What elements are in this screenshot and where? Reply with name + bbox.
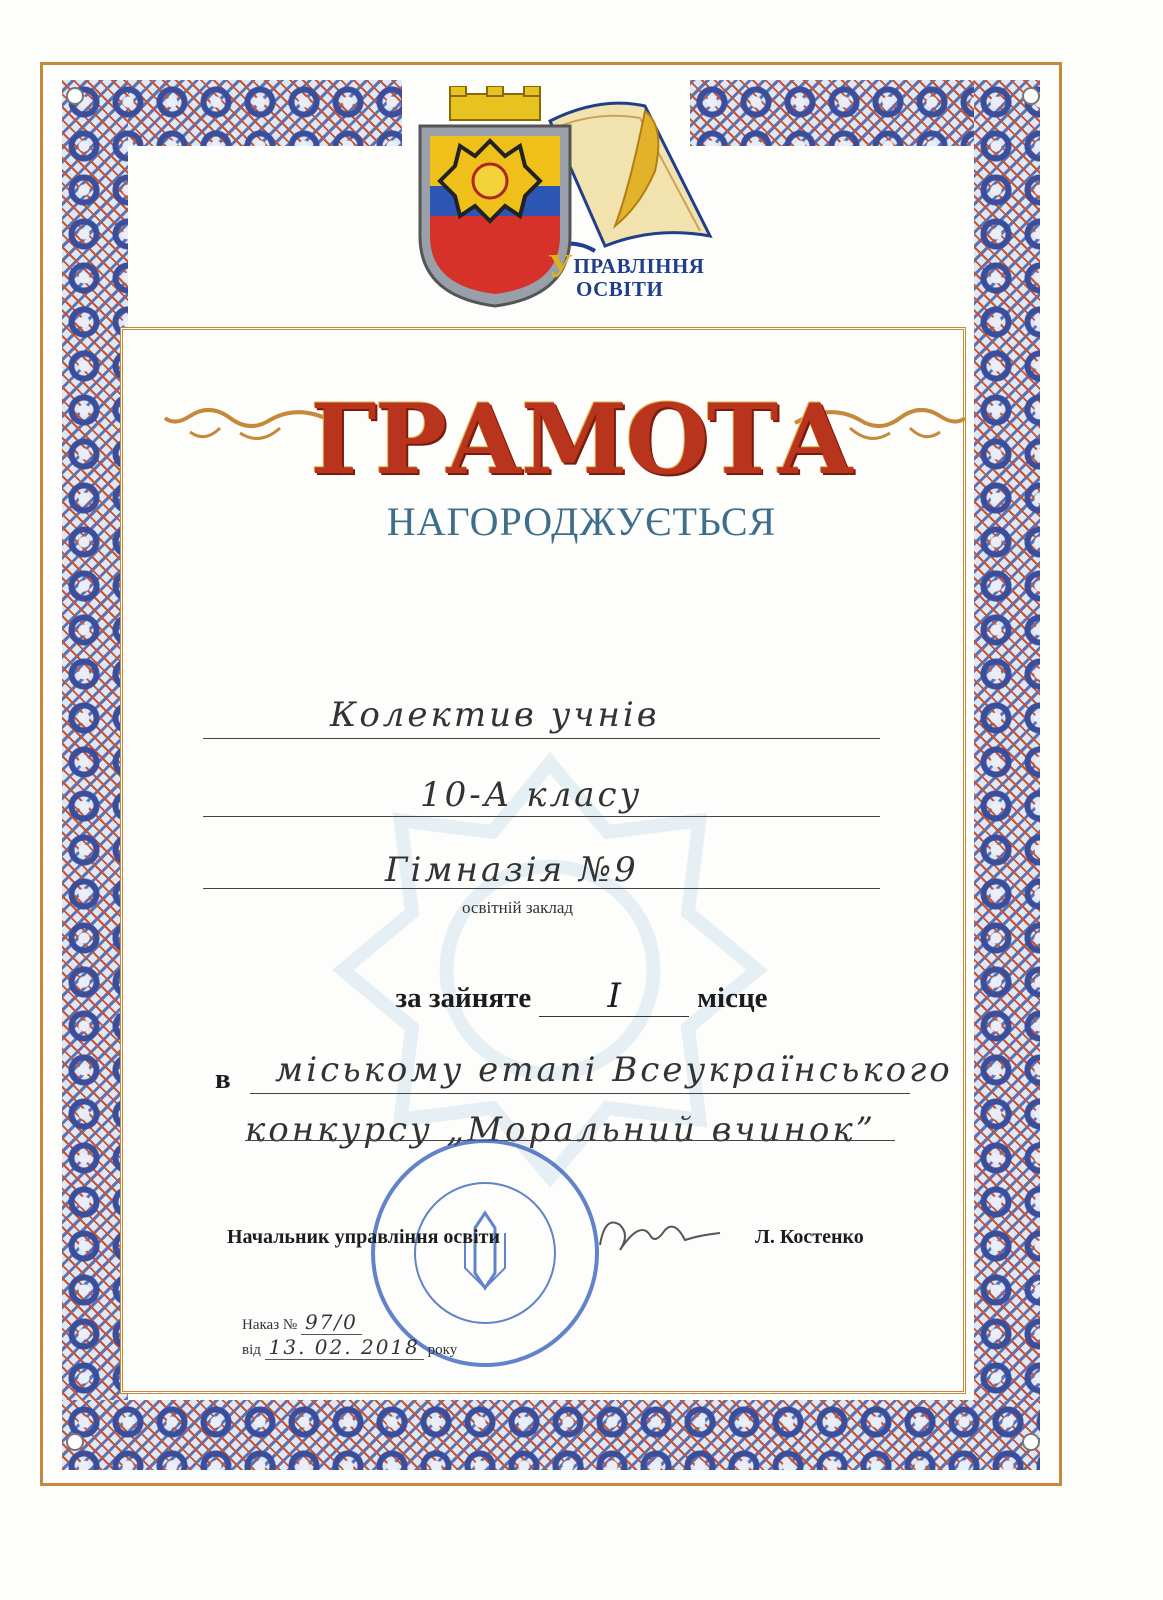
corner-ring-icon <box>66 1433 84 1451</box>
award-place-row <box>0 976 1163 1017</box>
logo-caption-initial: У <box>548 248 574 285</box>
corner-ring-icon <box>1022 1433 1040 1451</box>
logo-caption <box>548 248 705 301</box>
event-line-1: міському етапі Всеукраїнського <box>275 1050 953 1090</box>
corner-ring-icon <box>1022 87 1040 105</box>
order-number: 97/0 <box>301 1310 362 1335</box>
place-prefix: за зайняте <box>395 982 532 1014</box>
order-year-suffix: року <box>427 1342 458 1358</box>
ornament-band-left <box>62 80 128 1470</box>
recipient-underline-3 <box>203 888 880 889</box>
order-number-label: Наказ № <box>242 1317 298 1333</box>
event-prefix: в <box>215 1063 231 1095</box>
recipient-line-1: Колектив учнів <box>330 695 660 735</box>
handwritten-signature <box>590 1205 730 1265</box>
ornament-band-right <box>974 80 1040 1470</box>
recipient-line-2: 10-А класу <box>420 775 643 815</box>
order-date-label: від <box>242 1342 261 1358</box>
institution-label: освітній заклад <box>462 898 574 917</box>
logo-caption-line2: ОСВІТИ <box>576 277 664 301</box>
order-date-row <box>242 1335 457 1360</box>
event-line-2: конкурсу „Моральний вчинок” <box>245 1110 877 1150</box>
awarded-to-heading: НАГОРОДЖУЄТЬСЯ <box>386 499 777 544</box>
recipient-underline-2 <box>203 816 880 817</box>
place-suffix: місце <box>697 982 768 1014</box>
certificate-title: ГРАМОТА <box>310 383 853 496</box>
corner-ring-icon <box>66 87 84 105</box>
order-number-row <box>242 1310 362 1335</box>
recipient-line-3: Гімназія №9 <box>385 850 639 890</box>
signer-position: Начальник управління освіти <box>227 1226 500 1248</box>
order-date: 13. 02. 2018 <box>265 1335 424 1360</box>
signer-name: Л. Костенко <box>755 1226 864 1248</box>
ornament-band-bottom <box>62 1400 1040 1470</box>
place-value: І <box>539 976 689 1017</box>
logo-caption-line1: ПРАВЛІННЯ <box>573 254 705 278</box>
event-underline-1 <box>250 1093 910 1094</box>
recipient-underline-1 <box>203 738 880 739</box>
